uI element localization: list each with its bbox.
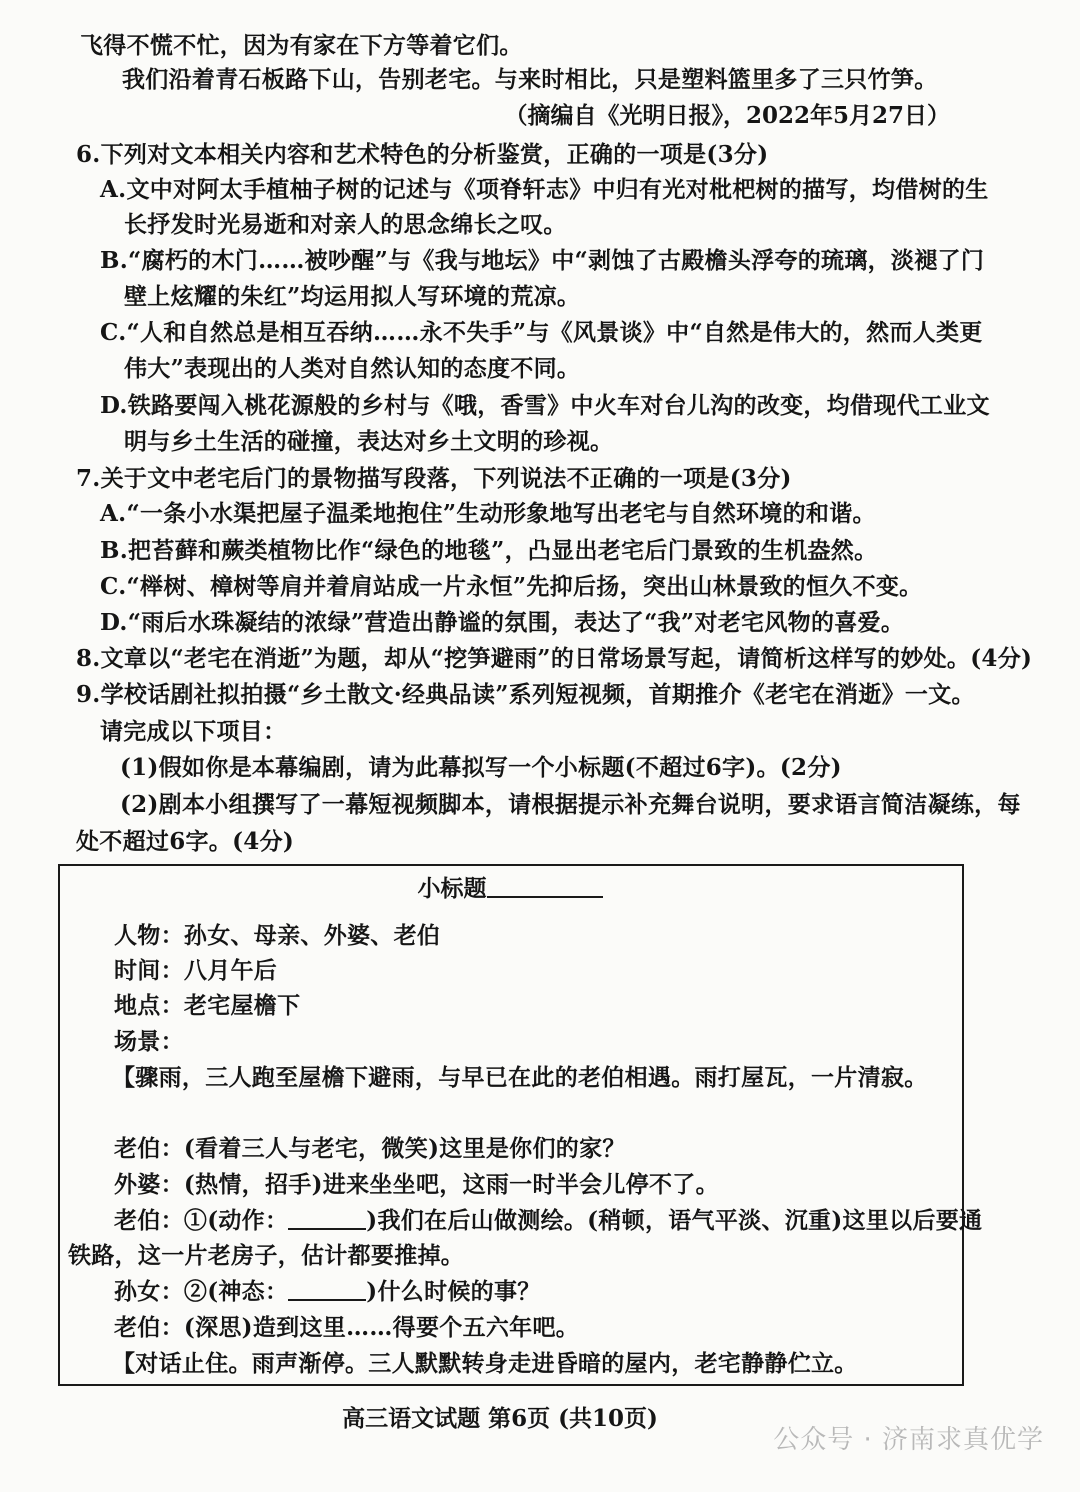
action-answer-blank[interactable] [288, 1206, 366, 1230]
watermark: 公众号 · 济南求真优学 [773, 1425, 1044, 1455]
q6-option-c-line2: 伟大”表现出的人类对自然认知的态度不同。 [124, 355, 581, 382]
q6-option-d-line2: 明与乡土生活的碰撞，表达对乡土文明的珍视。 [124, 428, 614, 455]
q9-part-2-line1: (2)剧本小组撰写了一幕短视频脚本，请根据提示补充舞台说明，要求语言简洁凝练，每 [120, 791, 1021, 818]
script-time: 时间：八月午后 [114, 957, 278, 984]
dialogue-line-5: 老伯：(深思)造到这里……得要个五六年吧。 [114, 1314, 580, 1341]
script-title: 小标题 [417, 875, 487, 902]
q6-option-a-line1: A.文中对阿太手植柚子树的记述与《项脊轩志》中归有光对枇杷树的描写，均借树的生 [100, 176, 989, 203]
q7-option-b: B.把苔藓和蕨类植物比作“绿色的地毯”，凸显出老宅后门景致的生机盎然。 [100, 537, 878, 564]
q7-stem: 7.关于文中老宅后门的景物描写段落，下列说法不正确的一项是(3分) [76, 465, 792, 492]
passage-line-1: 飞得不慌不忙，因为有家在下方等着它们。 [80, 32, 523, 59]
q9-part-1: (1)假如你是本幕编剧，请为此幕拟写一个小标题(不超过6字)。(2分) [120, 754, 842, 781]
dialogue-line-4 [114, 1276, 541, 1308]
q6-option-b-line1: B.“腐朽的木门……被吵醒”与《我与地坛》中“剥蚀了古殿檐头浮夸的琉璃，淡褪了门 [100, 247, 985, 274]
q6-stem: 6.下列对文本相关内容和艺术特色的分析鉴赏，正确的一项是(3分) [76, 141, 769, 168]
q6-option-b-line2: 壁上炫耀的朱红”均运用拟人写环境的荒凉。 [124, 283, 581, 310]
title-answer-blank[interactable] [487, 872, 603, 898]
expression-answer-blank[interactable] [288, 1277, 366, 1301]
q6-option-c-line1: C.“人和自然总是相互吞纳……永不失手”与《风景谈》中“自然是伟大的，然而人类更 [100, 319, 983, 346]
dialogue-line-3-start: 老伯：①(动作： [114, 1207, 289, 1234]
script-characters: 人物：孙女、母亲、外婆、老伯 [114, 922, 441, 949]
q7-option-d: D.“雨后水珠凝结的浓绿”营造出静谧的氛围，表达了“我”对老宅风物的喜爱。 [100, 609, 905, 636]
dialogue-line-1: 老伯：(看着三人与老宅，微笑)这里是你们的家？ [114, 1135, 626, 1162]
script-title-row [0, 872, 1020, 905]
dialogue-line-3 [114, 1205, 982, 1237]
q9-stem-line2: 请完成以下项目： [100, 718, 287, 745]
q9-stem-line1: 9.学校话剧社拟拍摄“乡土散文·经典品读”系列短视频，首期推介《老宅在消逝》一文。 [76, 681, 975, 708]
q7-option-a: A.“一条小水渠把屋子温柔地抱住”生动形象地写出老宅与自然环境的和谐。 [100, 500, 876, 527]
q8-stem: 8.文章以“老宅在消逝”为题，却从“挖笋避雨”的日常场景写起，请简析这样写的妙处。(4分) [76, 645, 1033, 672]
script-scene: 【骤雨，三人跑至屋檐下避雨，与早已在此的老伯相遇。雨打屋瓦，一片清寂。 [112, 1064, 928, 1091]
passage-source: （摘编自《光明日报》，2022年5月27日） [504, 102, 950, 129]
dialogue-line-3-cont: 铁路，这一片老房子，估计都要推掉。 [68, 1242, 465, 1269]
script-place: 地点：老宅屋檐下 [114, 992, 301, 1019]
dialogue-line-2: 外婆：(热情，招手)进来坐坐吧，这雨一时半会儿停不了。 [114, 1171, 719, 1198]
page-footer: 高三语文试题 第6页 (共10页) [342, 1405, 658, 1432]
q7-option-c: C.“榉树、樟树等肩并着肩站成一片永恒”先抑后扬，突出山林景致的恒久不变。 [100, 573, 923, 600]
script-scene-label: 场景： [114, 1028, 184, 1055]
q9-part-2-line2: 处不超过6字。(4分) [76, 828, 295, 855]
dialogue-line-3-end: )我们在后山做测绘。(稍顿，语气平淡、沉重)这里以后要通 [366, 1207, 983, 1234]
script-ending: 【对话止住。雨声渐停。三人默默转身走进昏暗的屋内，老宅静静伫立。 [112, 1350, 858, 1377]
q6-option-d-line1: D.铁路要闯入桃花源般的乡村与《哦，香雪》中火车对台儿沟的改变，均借现代工业文 [100, 392, 990, 419]
q6-option-a-line2: 长抒发时光易逝和对亲人的思念绵长之叹。 [124, 211, 567, 238]
dialogue-line-4-end: )什么时候的事？ [366, 1278, 541, 1305]
passage-line-2: 我们沿着青石板路下山，告别老宅。与来时相比，只是塑料篮里多了三只竹笋。 [122, 66, 938, 93]
dialogue-line-4-start: 孙女：②(神态： [114, 1278, 289, 1305]
